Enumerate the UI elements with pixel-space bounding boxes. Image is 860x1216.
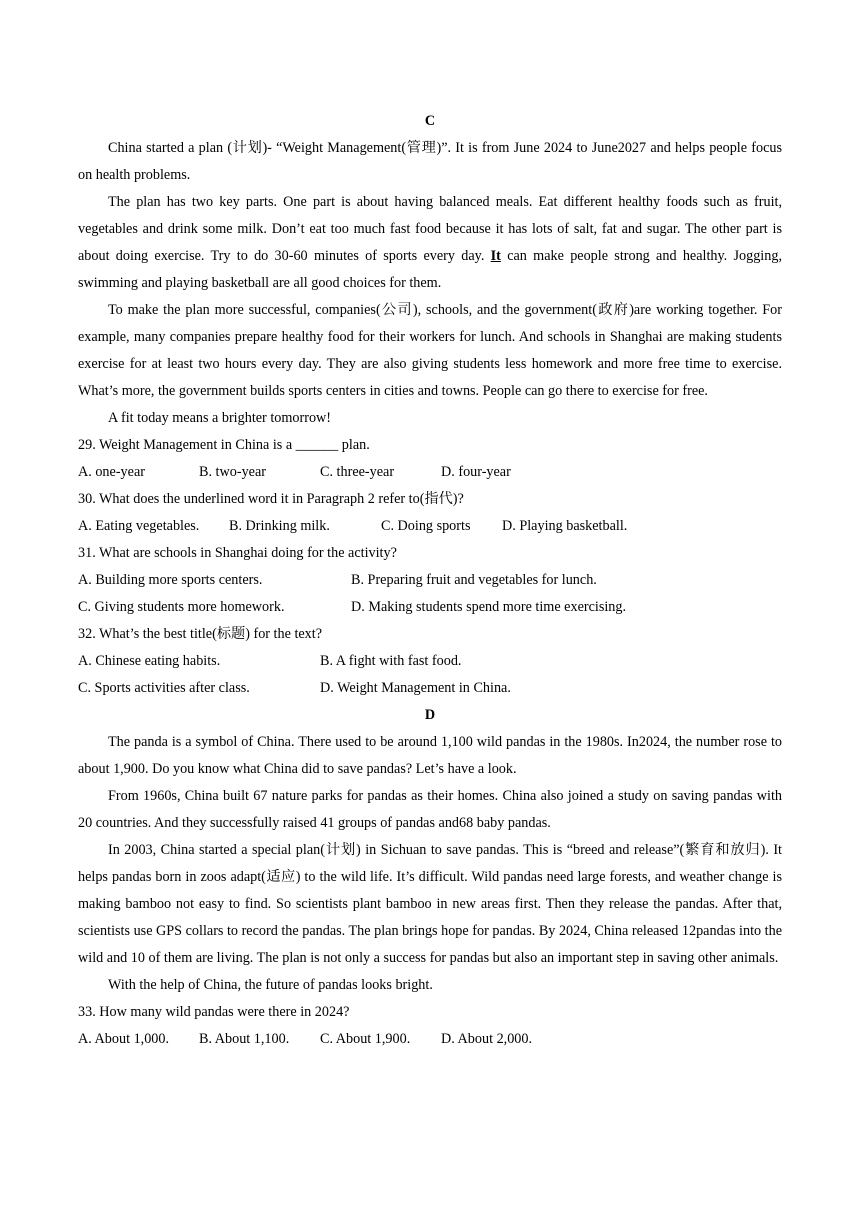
option-a: A. Building more sports centers. (78, 572, 263, 588)
section-c-paragraph-4: A fit today means a brighter tomorrow! (108, 410, 332, 426)
question-33: 33. How many wild pandas were there in 2024? (78, 1004, 350, 1020)
paragraph-2-text-before: The plan has two key parts. One part is about having balanced meals. Eat different healthy foods such as fruit, vegetables and drink some milk. Don’t eat too much fast food because it has lots of salt, fat and sugar. The other part is about doing exercise. Try to do 30-60 minutes of sports every day. (78, 194, 782, 264)
section-c-paragraph-2 (78, 189, 782, 297)
question-30-options (78, 513, 782, 540)
option-b: B. A fight with fast food. (320, 653, 462, 669)
question-31-options-row-2 (78, 594, 782, 621)
section-c-paragraph-1: China started a plan (计划)- “Weight Management(管理)”. It is from June 2024 to June2027 and helps people focus on health problems. (78, 140, 782, 183)
option-d: D. About 2,000. (441, 1031, 533, 1047)
option-c: C. Doing sports (381, 518, 471, 534)
section-d-paragraph-1: The panda is a symbol of China. There used to be around 1,100 wild pandas in the 1980s. In2024, the number rose to about 1,900. Do you know what China did to save pandas? Let’s have a look. (78, 734, 782, 777)
option-d: D. Playing basketball. (502, 518, 628, 534)
section-c-paragraph-3: To make the plan more successful, companies(公司), schools, and the government(政府)are working together. For example, many companies prepare healthy food for their workers for lunch. And schools in Shanghai are making students exercise for at least two hours every day. They are also giving students less homework and more free time to exercise. What’s more, the government builds sports centers in cities and towns. People can go there to exercise for free. (78, 302, 782, 399)
question-32: 32. What’s the best title(标题) for the text? (78, 626, 323, 642)
option-d: D. Weight Management in China. (320, 680, 511, 696)
option-a: A. About 1,000. (78, 1031, 170, 1047)
question-31: 31. What are schools in Shanghai doing for the activity? (78, 545, 397, 561)
option-b: B. Drinking milk. (229, 518, 330, 534)
question-29-options (78, 459, 782, 486)
question-31-options-row-1 (78, 567, 782, 594)
option-a: A. Eating vegetables. (78, 518, 200, 534)
option-c: C. three-year (320, 464, 395, 480)
question-32-options-row-2 (78, 675, 782, 702)
underlined-word: It (490, 248, 501, 264)
option-d: D. four-year (441, 464, 511, 480)
question-29: 29. Weight Management in China is a ______ plan. (78, 437, 370, 453)
document-content (78, 108, 782, 1053)
section-d-paragraph-3: In 2003, China started a special plan(计划) in Sichuan to save pandas. This is “breed and release”(繁育和放归). It helps pandas born in zoos adapt(适应) to the wild life. It’s difficult. Wild pandas need large forests, and weather change is making bamboo not easy to find. So scientists plant bamboo in new areas first. Then they release the pandas. After that, scientists use GPS collars to record the pandas. The plan brings hope for pandas. By 2024, China released 12pandas into the wild and 10 of them are living. The plan is not only a success for pandas but also an important step in saving other animals. (78, 842, 782, 966)
section-d-heading: D (424, 707, 436, 723)
question-30: 30. What does the underlined word it in Paragraph 2 refer to(指代)? (78, 491, 464, 507)
option-b: B. About 1,100. (199, 1031, 290, 1047)
paragraph-2-text-after: can make people strong and healthy. Jogging, swimming and playing basketball are all good choices for them. (78, 248, 782, 291)
question-33-options (78, 1026, 782, 1053)
section-d-paragraph-4: With the help of China, the future of pandas looks bright. (108, 977, 433, 993)
option-c: C. About 1,900. (320, 1031, 411, 1047)
section-c-heading: C (424, 113, 436, 129)
option-c: C. Sports activities after class. (78, 680, 250, 696)
question-32-options-row-1 (78, 648, 782, 675)
option-d: D. Making students spend more time exercising. (351, 599, 627, 615)
option-a: A. Chinese eating habits. (78, 653, 221, 669)
option-b: B. Preparing fruit and vegetables for lunch. (351, 572, 597, 588)
option-b: B. two-year (199, 464, 266, 480)
option-c: C. Giving students more homework. (78, 599, 285, 615)
option-a: A. one-year (78, 464, 145, 480)
section-d-paragraph-2: From 1960s, China built 67 nature parks for pandas as their homes. China also joined a study on saving pandas with 20 countries. And they successfully raised 41 groups of pandas and68 baby pandas. (78, 788, 782, 831)
